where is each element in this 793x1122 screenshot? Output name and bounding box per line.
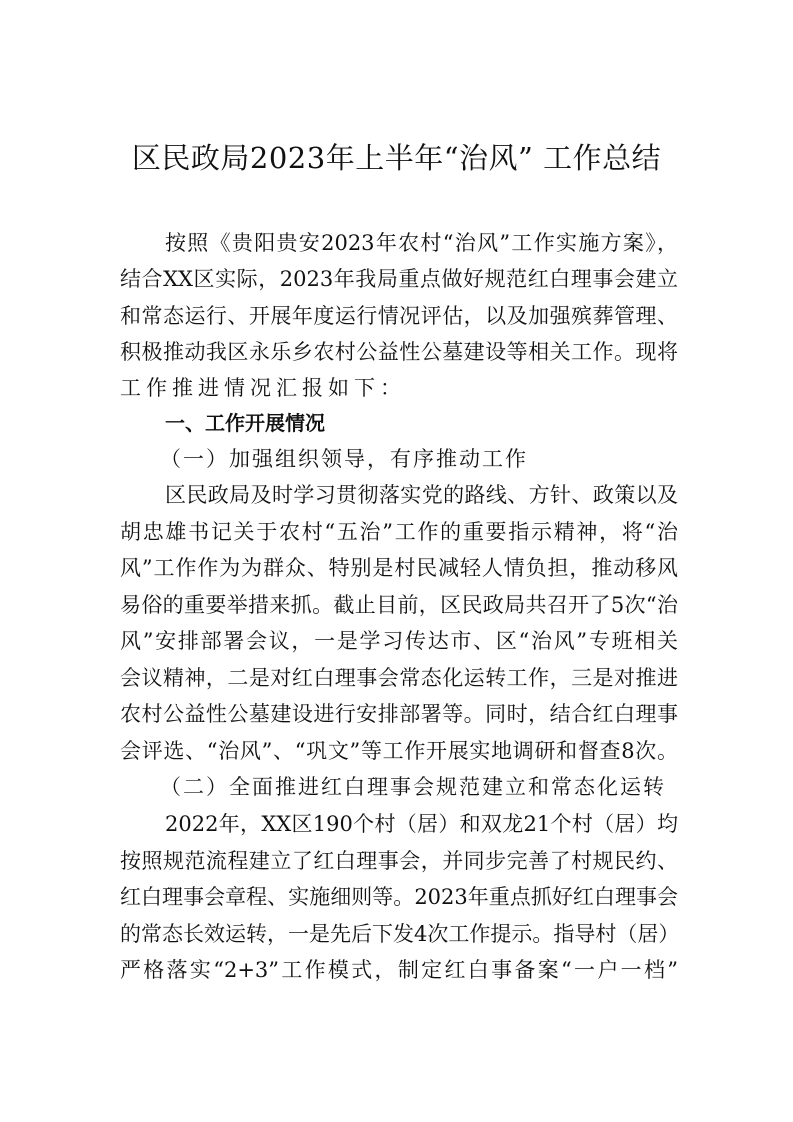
paragraph-line: 易俗的重要举措来抓。截止目前，区民政局共召开了5次“治: [120, 593, 678, 617]
paragraph-line: 风”工作作为为群众、特别是村民减轻人情负担，推动移风: [120, 556, 678, 580]
paragraph-line: 红白理事会章程、实施细则等。2023年重点抓好红白理事会: [120, 885, 678, 909]
subsection-heading: （一）加强组织领导，有序推动工作: [160, 447, 528, 471]
paragraph-line: 工作推进情况汇报如下：: [120, 376, 406, 400]
paragraph-line: 按照规范流程建立了红白理事会，并同步完善了村规民约、: [120, 849, 678, 873]
paragraph-line: 结合XX区实际，2023年我局重点做好规范红白理事会建立: [120, 267, 678, 291]
paragraph-line: 的常态长效运转，一是先后下发4次工作提示。指导村（居）: [120, 922, 680, 946]
paragraph-line: 区民政局及时学习贯彻落实党的路线、方针、政策以及: [165, 483, 678, 507]
paragraph-line: 会评选、“治风”、“巩文”等工作开展实地调研和督查8次。: [120, 739, 678, 763]
paragraph-line: 积极推动我区永乐乡农村公益性公墓建设等相关工作。现将: [120, 340, 678, 364]
paragraph-line: 和常态运行、开展年度运行情况评估，以及加强殡葬管理、: [120, 304, 678, 328]
paragraph-line: 会议精神，二是对红白理事会常态化运转工作，三是对推进: [120, 666, 678, 690]
subsection-heading: （二）全面推进红白理事会规范建立和常态化运转: [160, 775, 666, 799]
paragraph-line: 胡忠雄书记关于农村“五治”工作的重要指示精神，将“治: [120, 520, 678, 544]
paragraph-line: 风”安排部署会议，一是学习传达市、区“治风”专班相关: [120, 629, 678, 653]
section-heading: 一、工作开展情况: [165, 411, 325, 435]
paragraph-line: 农村公益性公墓建设进行安排部署等。同时，结合红白理事: [120, 702, 678, 726]
paragraph-line: 严格落实“2+3”工作模式，制定红白事备案“一户一档”: [120, 958, 678, 982]
paragraph-line: 2022年，XX区190个村（居）和双龙21个村（居）均: [165, 812, 678, 836]
paragraph-line: 按照《贵阳贵安2023年农村“治风”工作实施方案》，: [165, 231, 678, 255]
document-title: 区民政局2023年上半年“治风” 工作总结: [131, 141, 662, 175]
